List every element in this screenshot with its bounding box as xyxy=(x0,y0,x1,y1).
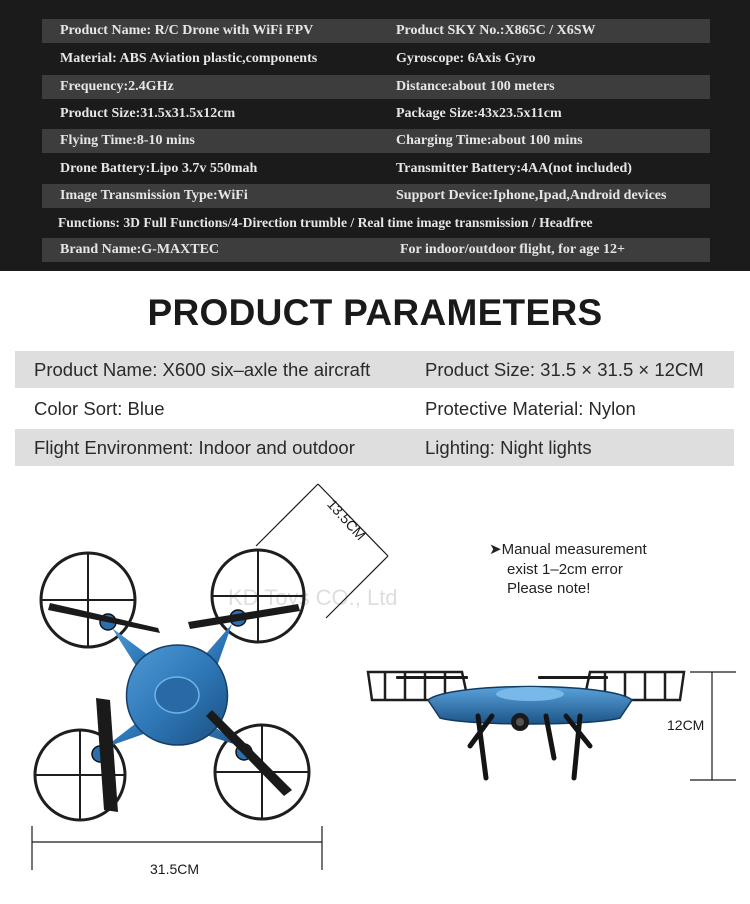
spec-charging-time: Charging Time:about 100 mins xyxy=(396,133,583,148)
spec-row xyxy=(42,75,710,99)
spec-row xyxy=(42,184,710,208)
note-line: Please note! xyxy=(507,580,591,597)
spec-row xyxy=(42,129,710,153)
spec-frequency: Frequency:2.4GHz xyxy=(60,79,174,94)
spec-product-size: Product Size:31.5x31.5x12cm xyxy=(60,106,236,121)
dimension-width-label: 31.5CM xyxy=(150,861,200,877)
spec-distance: Distance:about 100 meters xyxy=(396,79,555,94)
param-protective-material: Protective Material: Nylon xyxy=(425,398,636,419)
spec-row xyxy=(42,102,710,126)
spec-material: Material: ABS Aviation plastic,components xyxy=(60,51,318,66)
spec-row xyxy=(42,238,710,262)
measurement-note xyxy=(489,540,647,599)
spec-product-sky: Product SKY No.:X865C / X6SW xyxy=(396,23,596,38)
drone-side-view xyxy=(368,672,684,778)
drone-illustration xyxy=(0,470,750,904)
spec-usage: For indoor/outdoor flight, for age 12+ xyxy=(400,242,625,257)
spec-row xyxy=(42,47,710,71)
parameters-title: PRODUCT PARAMETERS xyxy=(147,292,603,333)
spec-row xyxy=(42,211,710,235)
spec-row xyxy=(42,19,710,43)
note-line: ➤Manual measurement xyxy=(489,541,647,558)
param-product-name: Product Name: X600 six–axle the aircraft xyxy=(34,359,371,380)
param-color-sort: Color Sort: Blue xyxy=(34,398,165,419)
spec-package-size: Package Size:43x23.5x11cm xyxy=(396,106,562,121)
spec-functions: Functions: 3D Full Functions/4-Direction trumble / Real time image transmission / Headfree xyxy=(58,215,593,230)
spec-panel xyxy=(0,0,750,271)
param-flight-environment: Flight Environment: Indoor and outdoor xyxy=(34,437,355,458)
spec-drone-battery: Drone Battery:Lipo 3.7v 550mah xyxy=(60,161,258,176)
dimension-diagonal-label: 13.5CM xyxy=(324,496,369,544)
param-lighting: Lighting: Night lights xyxy=(425,437,592,458)
param-row xyxy=(15,429,734,466)
note-line: exist 1–2cm error xyxy=(507,560,623,578)
spec-transmitter-battery: Transmitter Battery:4AA(not included) xyxy=(396,161,632,176)
spec-flying-time: Flying Time:8-10 mins xyxy=(60,133,195,148)
spec-support-device: Support Device:Iphone,Ipad,Android devices xyxy=(396,188,667,203)
spec-image-transmission: Image Transmission Type:WiFi xyxy=(60,188,248,203)
dimension-height-label: 12CM xyxy=(667,717,705,733)
drone-top-view xyxy=(35,550,309,820)
param-product-size: Product Size: 31.5 × 31.5 × 12CM xyxy=(425,359,704,380)
spec-brand-name: Brand Name:G-MAXTEC xyxy=(60,242,220,257)
param-row xyxy=(15,351,734,388)
spec-gyroscope: Gyroscope: 6Axis Gyro xyxy=(396,51,536,66)
watermark: KD Toys CO., Ltd xyxy=(228,585,398,610)
spec-row xyxy=(42,157,710,181)
spec-product-name: Product Name: R/C Drone with WiFi FPV xyxy=(60,23,314,38)
dimension-diagonal xyxy=(256,484,388,618)
param-row xyxy=(15,390,734,427)
